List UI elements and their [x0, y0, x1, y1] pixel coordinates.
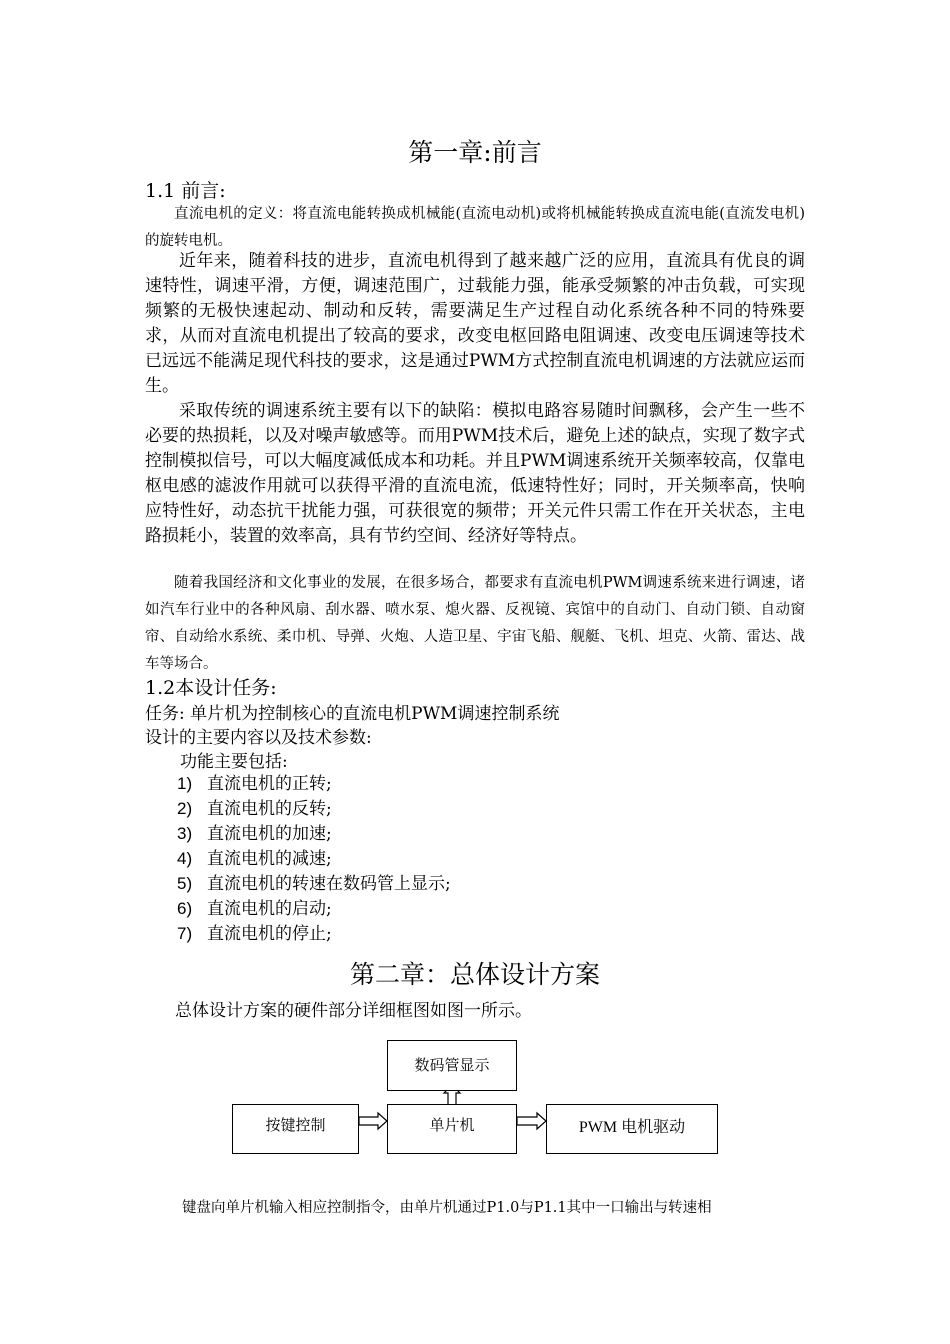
driver-block-label: PWM 电机驱动 [578, 1119, 686, 1136]
list-item-text: 直流电机的停止; [207, 924, 332, 944]
list-item-text: 直流电机的转速在数码管上显示; [207, 874, 451, 894]
section-1-2-heading: 1.2本设计任务: [145, 677, 277, 699]
list-item-text: 直流电机的减速; [207, 849, 332, 869]
list-item-number: 4) [177, 849, 193, 868]
display-block [387, 1040, 517, 1091]
arrow-mcu-to-driver [517, 1113, 546, 1129]
applications-text: 随着我国经济和文化事业的发展，在很多场合，都要求有直流电机PWM调速系统来进行调速，诸如汽车行业中的各种风扇、刮水器、喷水泵、熄火器、反视镜、宾馆中的自动门、自动门锁、自动窗帘、自动给水系统、柔巾机、导弹、火炮、人造卫星、宇宙飞船、舰艇、飞机、坦克、火箭、雷达、战车等场合。 [145, 575, 805, 672]
chapter-2-title: 第二章：总体设计方案 [349, 960, 600, 989]
functions-intro: 功能主要包括: [180, 752, 288, 772]
driver-block [546, 1104, 718, 1154]
chapter-1-title: 第一章:前言 [408, 138, 542, 167]
list-item-text: 直流电机的启动; [207, 899, 332, 919]
list-item-number: 3) [177, 824, 193, 843]
arrow-keys-to-mcu [359, 1113, 387, 1129]
keys-block-label: 按键控制 [265, 1116, 326, 1134]
content-line: 设计的主要内容以及技术参数: [145, 728, 372, 748]
list-item-number: 5) [177, 874, 193, 893]
progress-text: 近年来，随着科技的进步，直流电机得到了越来越广泛的应用，直流具有优良的调速特性，调速平滑，方便，调速范围广，过载能力强，能承受频繁的冲击负载，可实现频繁的无极快速起动、制动和反转，需要满足生产过程自动化系统各种不同的特殊要求，从而对直流电机提出了较高的要求，改变电枢回路电阻调速、改变电压调速等技术已远远不能满足现代科技的要求，这是通过PWM方式控制直流电机调速的方法就应运而生。 [145, 251, 805, 396]
trailing-line: 键盘向单片机输入相应控制指令，由单片机通过P1.0与P1.1其中一口输出与转速相 [182, 1200, 712, 1216]
list-item-text: 直流电机的加速; [207, 824, 332, 844]
mcu-block-label: 单片机 [429, 1116, 475, 1134]
display-block-label: 数码管显示 [414, 1056, 490, 1074]
mcu-block [387, 1104, 517, 1154]
list-item-number: 2) [177, 799, 193, 818]
list-item-number: 7) [177, 924, 193, 943]
definition-text: 直流电机的定义：将直流电能转换成机械能(直流电动机)或将机械能转换成直流电能(直流发电机)的旋转电机。 [145, 206, 805, 249]
task-line: 任务: 单片机为控制核心的直流电机PWM调速控制系统 [145, 704, 560, 724]
list-item-number: 1) [177, 774, 193, 793]
drawbacks-text: 采取传统的调速系统主要有以下的缺陷：模拟电路容易随时间飘移，会产生一些不必要的热损耗，以及对噪声敏感等。而用PWM技术后，避免上述的缺点，实现了数字式控制模拟信号，可以大幅度减低成本和功耗。并且PWM调速系统开关频率较高，仅靠电枢电感的滤波作用就可以获得平滑的直流电流，低速特性好；同时，开关频率高，快响应特性好，动态抗干扰能力强，可获很宽的频带；开关元件只需工作在开关状态，主电路损耗小，装置的效率高，具有节约空间、经济好等特点。 [145, 401, 805, 546]
list-item-text: 直流电机的反转; [207, 799, 332, 819]
keys-block [232, 1104, 359, 1154]
section-1-1-heading: 1.1 前言: [145, 180, 226, 202]
list-item-number: 6) [177, 899, 193, 918]
chapter-2-intro: 总体设计方案的硬件部分详细框图如图一所示。 [175, 1001, 532, 1021]
list-item-text: 直流电机的正转; [207, 774, 332, 794]
